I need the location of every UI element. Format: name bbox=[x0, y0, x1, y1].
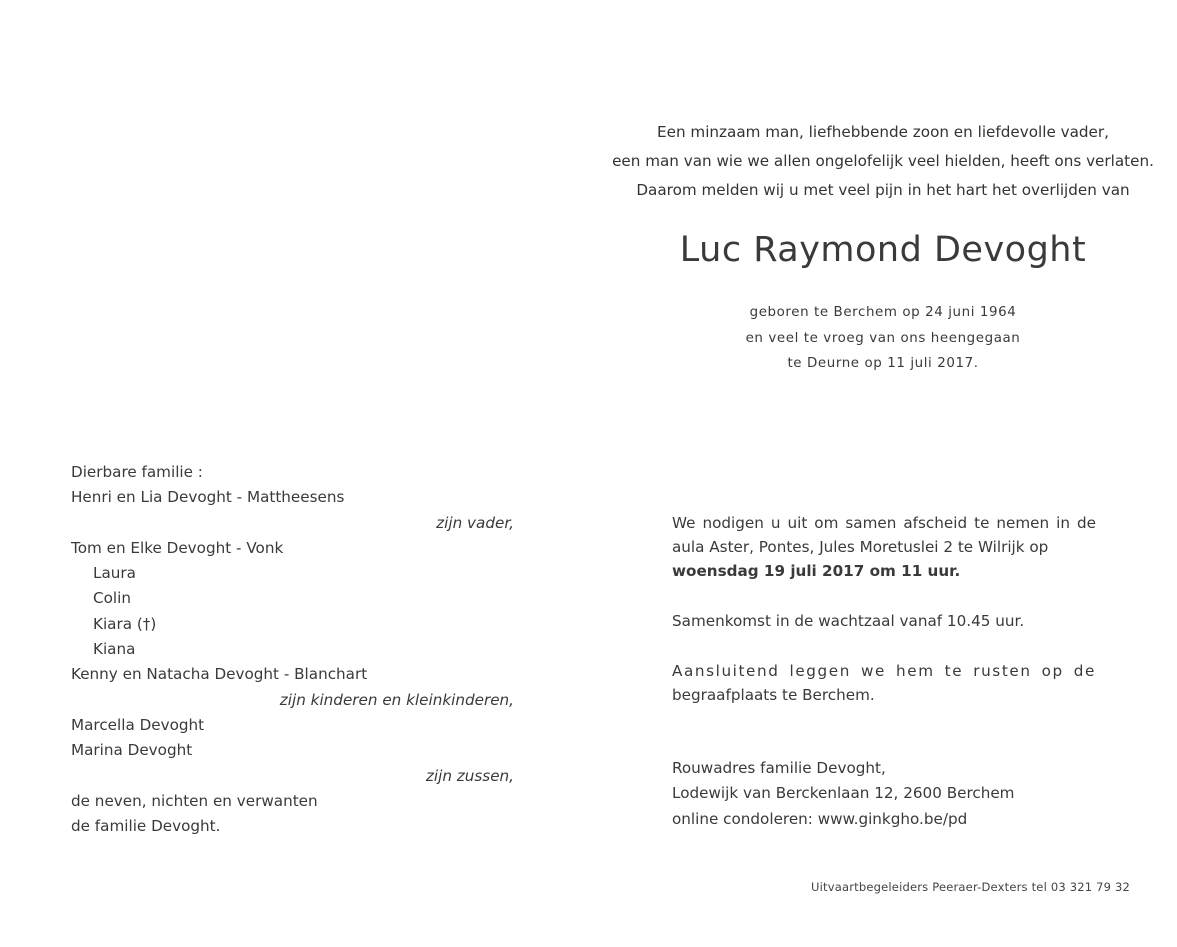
address-line-2: Lodewijk van Berckenlaan 12, 2600 Berchem bbox=[672, 784, 1015, 803]
funeral-director-footer: Uitvaartbegeleiders Peeraer-Dexters tel 03 321 79 32 bbox=[811, 880, 1131, 894]
deceased-name: Luc Raymond Devoght bbox=[679, 230, 1087, 270]
family-name-line: de familie Devoght. bbox=[71, 817, 221, 836]
family-sister-2: Marina Devoght bbox=[71, 741, 193, 760]
burial-line-2: begraafplaats te Berchem. bbox=[672, 686, 875, 705]
burial-line-1: Aansluitend leggen we hem te rusten op de bbox=[672, 662, 1096, 680]
family-list bbox=[71, 460, 514, 839]
condolence-link[interactable]: online condoleren: www.ginkgho.be/pd bbox=[672, 809, 968, 828]
address-line-1: Rouwadres familie Devoght, bbox=[672, 759, 886, 777]
family-parents: Henri en Lia Devoght - Mattheesens bbox=[71, 488, 345, 507]
mourning-address bbox=[672, 756, 1014, 832]
children-relation: zijn kinderen en kleinkinderen, bbox=[279, 690, 514, 709]
intro-line-2: een man van wie we allen ongelofelijk veel hielden, heeft ons verlaten. bbox=[612, 152, 1154, 170]
family-son-1: Tom en Elke Devoght - Vonk bbox=[71, 538, 284, 557]
death-place-date: te Deurne op 11 juli 2017. bbox=[787, 356, 979, 371]
family-heading: Dierbare familie : bbox=[71, 463, 203, 481]
family-relatives: de neven, nichten en verwanten bbox=[71, 791, 318, 810]
parents-relation: zijn vader, bbox=[436, 513, 514, 532]
grandchild: Kiana bbox=[93, 640, 136, 659]
grandchild: Colin bbox=[93, 589, 131, 608]
birth-line: geboren te Berchem op 24 juni 1964 bbox=[749, 305, 1017, 320]
family-son-2: Kenny en Natacha Devoght - Blanchart bbox=[71, 665, 368, 684]
burial-note bbox=[672, 659, 1096, 707]
gathering-note: Samenkomst in de wachtzaal vanaf 10.45 uur. bbox=[672, 612, 1025, 630]
invitation-text: We nodigen u uit om samen afscheid te nemen in de aula Aster, Pontes, Jules Moretuslei 2 te Wilrijk op bbox=[672, 514, 1096, 557]
sisters-relation: zijn zussen, bbox=[425, 766, 514, 785]
grandchild: Kiara (†) bbox=[93, 614, 157, 633]
intro-text bbox=[612, 118, 1154, 205]
life-dates bbox=[612, 300, 1154, 377]
ceremony-date-time: woensdag 19 juli 2017 om 11 uur. bbox=[672, 562, 961, 581]
invitation-paragraph bbox=[672, 511, 1096, 584]
passing-line: en veel te vroeg van ons heengegaan bbox=[745, 330, 1021, 346]
intro-line-1: Een minzaam man, liefhebbende zoon en liefdevolle vader, bbox=[657, 123, 1109, 141]
family-sister-1: Marcella Devoght bbox=[71, 715, 205, 734]
intro-line-3: Daarom melden wij u met veel pijn in het hart het overlijden van bbox=[636, 181, 1130, 199]
grandchild: Laura bbox=[93, 564, 136, 583]
